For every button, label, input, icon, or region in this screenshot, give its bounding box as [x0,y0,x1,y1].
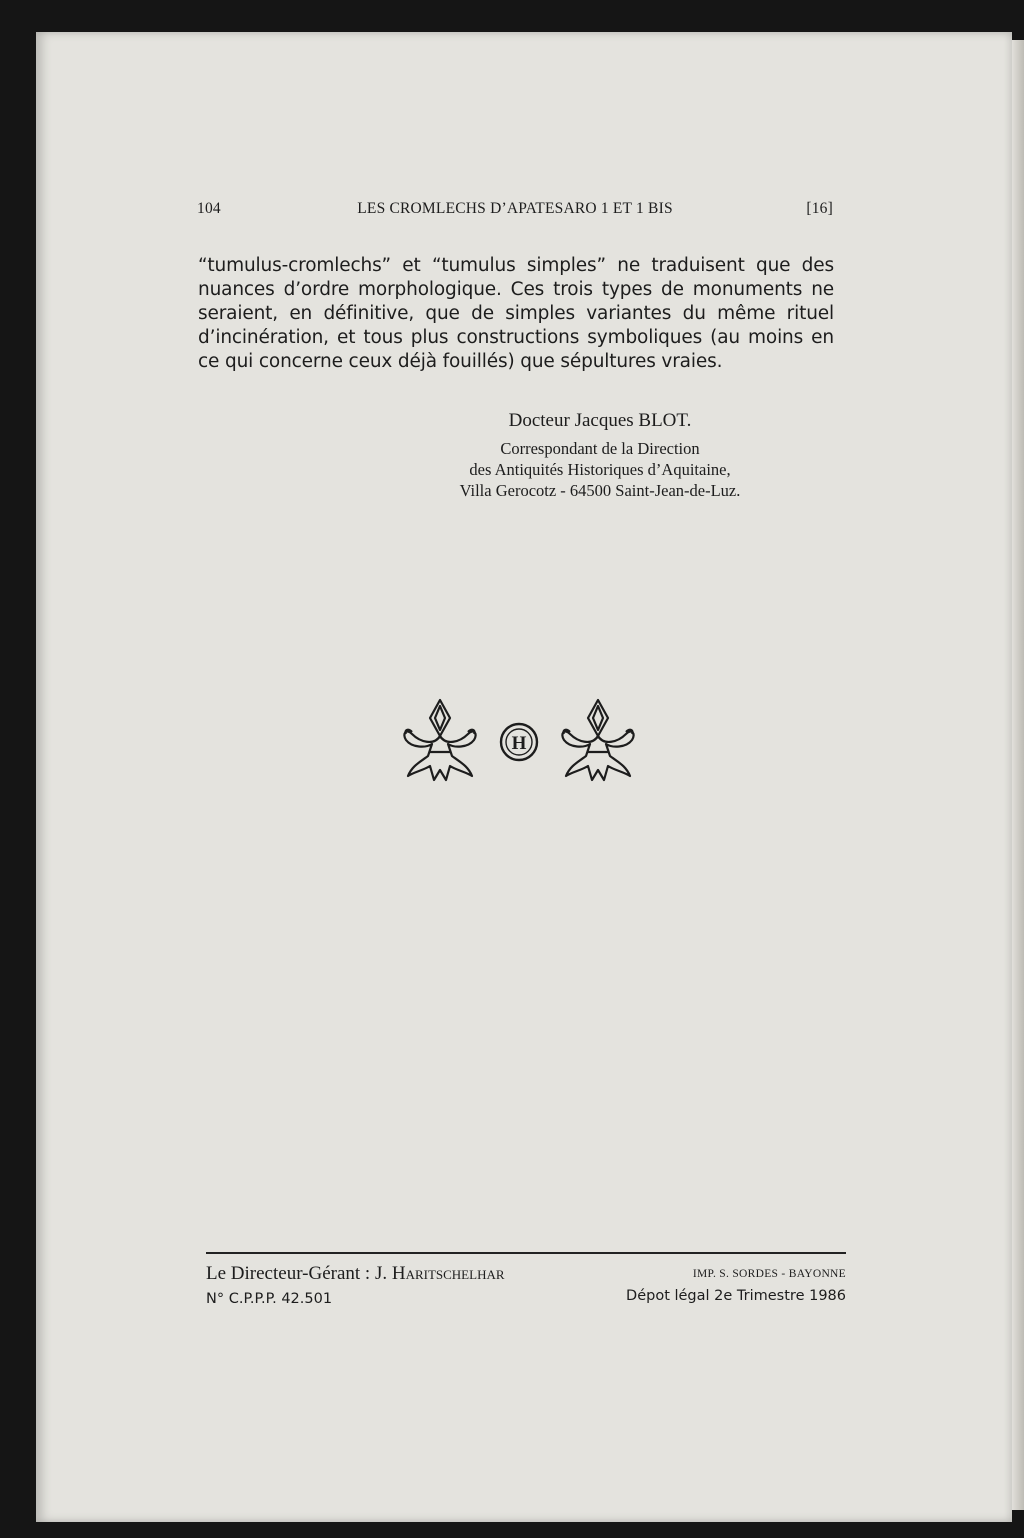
director-name: Haritschelhar [391,1263,505,1284]
affiliation-line-1: Correspondant de la Direction [500,439,700,458]
footer-depot: Dépot légal 2e Trimestre 1986 [626,1288,846,1304]
footer-printer: IMP. S. SORDES - BAYONNE [692,1268,846,1280]
affiliation-line-2: des Antiquités Historiques d’Aquitaine, [469,460,731,479]
affiliation-line-3: Villa Gerocotz - 64500 Saint-Jean-de-Luz. [459,481,741,500]
section-number: [16] [806,200,833,217]
footer-rule [206,1252,846,1254]
ornament [398,692,640,792]
director-label: Le Directeur-Gérant : J. [206,1263,392,1284]
body-paragraph: “tumulus-cromlechs” et “tumulus simples” ne traduisent que des nuances d’ordre morphologique. Ces trois types de monuments ne seraient, en définitive, que de simples variantes du même rituel d’incinération, et tous plus constructions symboliques (au moins en ce qui concerne ceux déjà fouillés) que sépultures vraies. [198,255,834,372]
fleur-de-lis-icon [404,700,475,780]
footer-director [206,1263,505,1285]
fleur-de-lis-icon [562,700,633,780]
author-name: Docteur Jacques BLOT. [508,410,692,431]
page-number: 104 [197,200,221,217]
monogram-letter: H [511,733,527,754]
running-title: LES CROMLECHS D’APATESARO 1 ET 1 BIS [357,200,673,217]
footer-cppap: N° C.P.P.P. 42.501 [206,1291,333,1307]
running-head [197,200,833,222]
signature-block [360,410,840,501]
body-text [198,254,834,374]
monogram-h-icon [501,724,537,760]
